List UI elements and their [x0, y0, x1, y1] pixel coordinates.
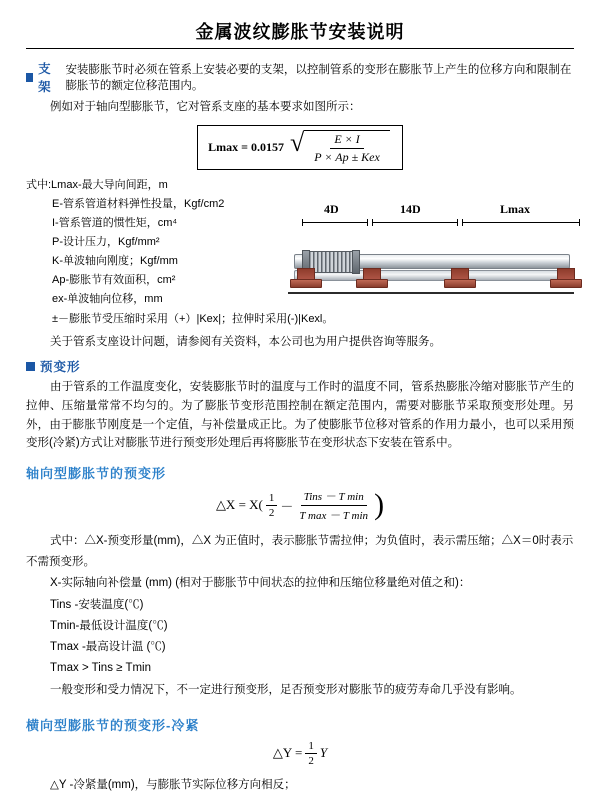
pipe-support-diagram [288, 202, 574, 308]
formula-lmax-fraction [304, 130, 390, 165]
formula-axial-half-den: 2 [268, 506, 275, 519]
subsection-heading-axial: 轴向型膨胀节的预变形 [26, 465, 167, 481]
axial-note: 一般变形和受力情况下，不一定进行预变形，足否预变形对膨胀节的疲劳寿命几乎没有影响。 [50, 683, 522, 696]
legend-item: Ap-膨胀节有效面积，cm² [52, 274, 176, 287]
section-heading-support-label: 支架 [38, 62, 52, 94]
formula-axial-minus: － [280, 498, 294, 514]
pipe-support-4 [550, 268, 580, 290]
square-bullet-icon [26, 362, 35, 371]
ground-line [288, 292, 574, 294]
formula-lateral-half-num: 1 [305, 740, 317, 754]
square-bullet-icon [26, 73, 33, 82]
legend-and-figure [26, 176, 574, 329]
section-heading-predeform [26, 357, 574, 375]
lateral-note: △Y -冷紧量(mm)，与膨胀节实际位移方向相反； [50, 778, 296, 791]
axial-note: Tmin-最低设计温度(℃) [50, 619, 168, 632]
support-base [444, 279, 476, 288]
formula-axial-half [266, 492, 278, 519]
support-base [550, 279, 582, 288]
formula-lmax-lhs: Lmax = 0.0157 [208, 139, 284, 154]
pipe-support-2 [356, 268, 386, 290]
figure-label-4d: 4D [324, 201, 339, 216]
legend-item: ex-单波轴向位移，mm [52, 293, 163, 306]
formula-axial-predeform [26, 488, 574, 523]
axial-note: Tins -安装温度(℃) [50, 598, 144, 611]
subsection-heading-lateral: 横向型膨胀节的预变形-冷紧 [26, 717, 200, 733]
lateral-notes [26, 775, 574, 796]
formula-lmax [26, 125, 574, 170]
section-heading-predeform-label: 预变形 [40, 360, 81, 375]
formula-lateral-half-den: 2 [308, 754, 314, 767]
pipe-support-3 [444, 268, 474, 290]
formula-axial-lhs: △X = X( [215, 497, 263, 513]
legend-item: P-设计压力，Kgf/mm² [52, 236, 160, 248]
axial-note: Tmax > Tins ≥ Tmin [50, 662, 151, 675]
formula-lateral-coldpull [26, 740, 574, 767]
legend-item: ±－膨胀节受压缩时采用（+）|Kex|；拉伸时采用(-)|Kexl。 [52, 312, 334, 325]
axial-note: Tmax -最高设计温 (℃) [50, 641, 166, 654]
legend-item: 式中:Lmax-最大导向间距，m [26, 178, 168, 191]
formula-axial-temp-fraction [296, 488, 371, 523]
predeform-paragraph-1: 由于管系的工作温度变化，安装膨胀节时的温度与工作时的温度不同，管系热膨胀冷缩对膨胀节产生的拉伸、压缩量常常不均匀的。为了膨胀节变形范围控制在额定范围内，需要对膨胀节采取预变形处理。另外，由于膨胀节刚度是一个定值，与补偿量成正比。为了使膨胀节位移对管系的作用力最小，也可以采用预变形(冷紧)方式让对膨胀节进行预变形处理后再将膨胀节在变形状态下安装在管系中。 [26, 381, 574, 450]
section-heading-support [26, 59, 574, 95]
dimline-lmax [462, 222, 580, 223]
formula-axial-temp-den: T max － T min [299, 509, 369, 522]
support-paragraph-3: 关于管系支座设计问题，请参阅有关资料，本公司也为用户提供咨询等服务。 [50, 335, 441, 348]
formula-lmax-box [197, 125, 403, 170]
formula-lmax-sqrt [289, 127, 390, 165]
legend-item: K-单波轴向刚度；Kgf/mm [52, 255, 178, 268]
dimline-4d [302, 222, 368, 223]
formula-axial-half-num: 1 [266, 492, 278, 506]
legend-item: E-管系管道材料弹性投量，Kgf/cm2 [52, 197, 225, 210]
support-base [290, 279, 322, 288]
formula-lateral-half [305, 740, 317, 767]
figure-drawing [288, 230, 574, 308]
formula-axial-temp-num: Tins － T min [301, 488, 367, 506]
axial-note: X-实际轴向补偿量 (mm) (相对于膨胀节中间状态的拉伸和压缩位移量绝对值之和)： [50, 577, 471, 590]
axial-notes [26, 531, 574, 701]
support-paragraph-1: 安装膨胀节时必须在管系上安装必要的支架，以控制管系的变形在膨胀节上产生的位移方向和限制在膨胀节的额定位移范围内。 [65, 64, 572, 92]
figure-dimension-lines [288, 218, 574, 228]
figure-label-14d: 14D [400, 201, 421, 216]
radical-icon: √ [289, 127, 305, 157]
page-title: 金属波纹膨胀节安装说明 [195, 22, 405, 42]
formula-lateral-rhs: Y [319, 745, 328, 761]
figure-label-lmax: Lmax [500, 201, 530, 216]
dimline-14d [372, 222, 458, 223]
support-paragraph-2: 例如对于轴向型膨胀节，它对管系支座的基本要求如图所示： [50, 101, 361, 113]
title-divider [26, 48, 574, 49]
legend-item: I-管系管道的惯性矩，cm⁴ [52, 216, 178, 229]
formula-lateral-lhs: △Y = [272, 745, 303, 761]
support-base [356, 279, 388, 288]
formula-lmax-denominator: P × Ap ± Kex [314, 149, 380, 164]
pipe-support-1 [290, 268, 320, 290]
formula-axial-close: ) [374, 488, 385, 522]
formula-lmax-numerator: E × I [330, 132, 363, 149]
axial-note: 式中：△X-预变形量(mm)，△X 为正值时，表示膨胀节需拉伸；为负值时，表示需压缩；△X＝0时表示不需预变形。 [26, 534, 574, 569]
figure-dimension-labels [288, 202, 574, 218]
